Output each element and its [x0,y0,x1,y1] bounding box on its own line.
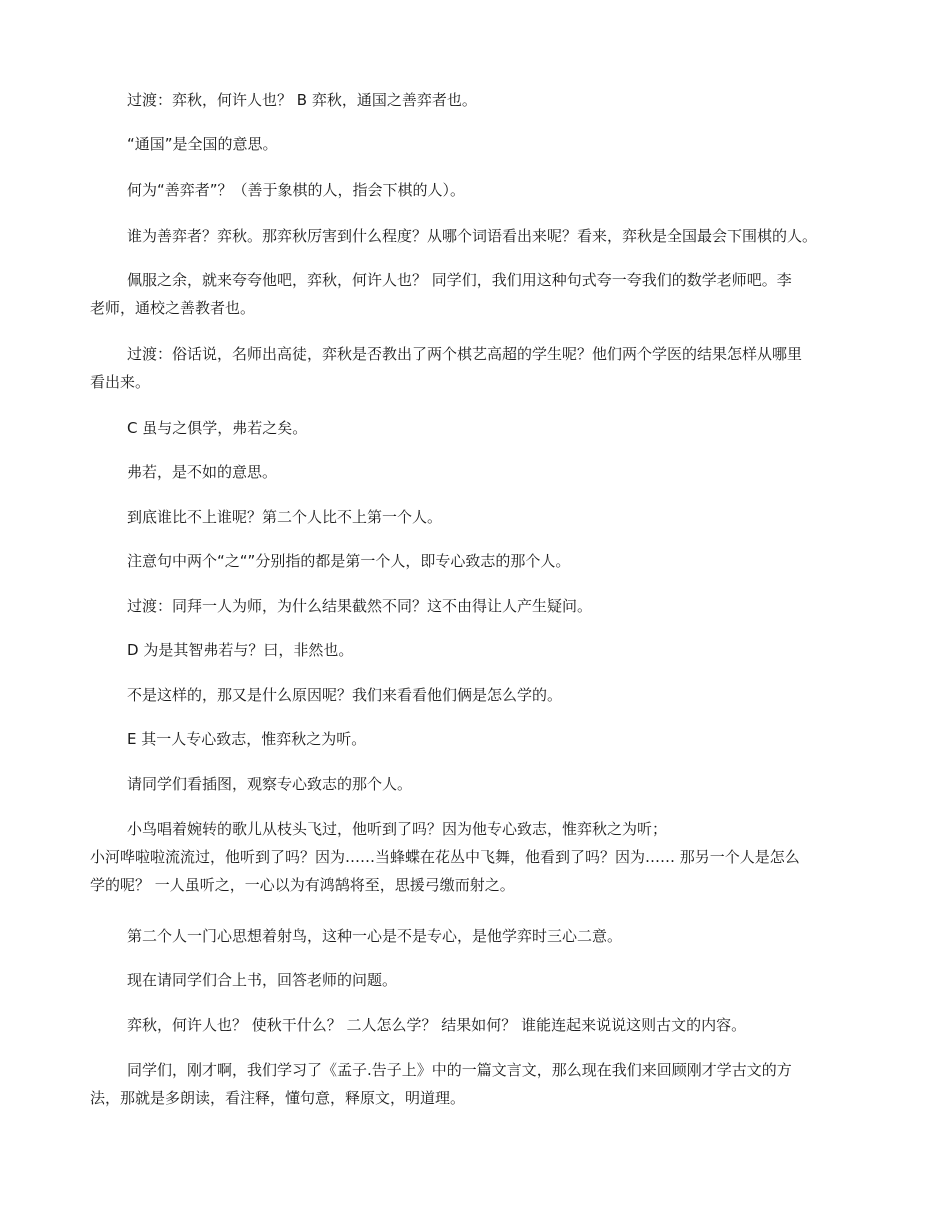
paragraph-line: 小河哗啦啦流流过，他听到了吗？因为……当蜂蝶在花丛中飞舞，他看到了吗？因为…… 那另一个人是怎么 [90,848,800,866]
paragraph-line: 同学们，刚才啊，我们学习了《孟子.告子上》中的一篇文言文，那么现在我们来回顾刚才学古文的方 [127,1061,792,1079]
paragraph-sentence-c [90,414,880,442]
paragraph-line: 谁为善弈者？弈秋。那弈秋厉害到什么程度？从哪个词语看出来呢？看来，弈秋是全国最会下围棋的人。 [127,227,818,245]
paragraph-praise-teacher [90,266,880,322]
paragraph-line: 到底谁比不上谁呢？第二个人比不上第一个人。 [127,508,443,526]
paragraph-line: 过渡：俗话说，名师出高徒，弈秋是否教出了两个棋艺高超的学生呢？他们两个学医的结果怎样从哪里 [127,345,803,363]
paragraph-line: D 为是其智弗若与？曰，非然也。 [127,641,354,659]
paragraph-line: 过渡：同拜一人为师，为什么结果截然不同？这不由得让人产生疑问。 [127,597,593,615]
paragraph-line: “通国”是全国的意思。 [127,135,278,153]
paragraph-close-books [90,966,880,994]
paragraph-sentence-d [90,636,880,664]
paragraph-sentence-e [90,725,880,753]
paragraph-line: 注意句中两个“之“”分别指的都是第一个人，即专心致志的那个人。 [127,552,571,570]
paragraph-transition-same-teacher [90,592,880,620]
paragraph-tongguo-meaning [90,130,880,158]
paragraph-line: 现在请同学们合上书，回答老师的问题。 [127,971,398,989]
paragraph-line: 弈秋，何许人也？ 使秋干什么？ 二人怎么学？ 结果如何？ 谁能连起来说说这则古文的内容。 [127,1016,747,1034]
paragraph-line: 学的呢？ 一人虽听之，一心以为有鸿鹄将至，思援弓缴而射之。 [90,876,515,894]
paragraph-shanyizhe-question [90,176,880,204]
paragraph-line: 小鸟唱着婉转的歌儿从枝头飞过，他听到了吗？因为他专心致志，惟弈秋之为听； [127,820,668,838]
paragraph-look-at-illustration [90,770,880,798]
paragraph-zhi-note [90,547,880,575]
paragraph-line: E 其一人专心致志，惟弈秋之为听。 [127,730,367,748]
paragraph-line: C 虽与之俱学，弗若之矣。 [127,419,308,437]
paragraph-line: 法，那就是多朗读，看注释，懂句意，释原文，明道理。 [90,1089,466,1107]
paragraph-line: 弗若，是不如的意思。 [127,463,278,481]
paragraph-transition-yiqiu [90,86,880,114]
paragraph-line: 不是这样的，那又是什么原因呢？我们来看看他们俩是怎么学的。 [127,686,563,704]
paragraph-summary-method [90,1056,880,1112]
paragraph-line: 佩服之余，就来夸夸他吧，弈秋，何许人也？ 同学们，我们用这种句式夸一夸我们的数学老师吧。李 [127,271,792,289]
paragraph-line: 看出来。 [90,373,151,391]
paragraph-line: 过渡：弈秋，何许人也？ B 弈秋，通国之善弈者也。 [127,91,477,109]
paragraph-line: 何为“善弈者”？（善于象棋的人，指会下棋的人）。 [127,181,466,199]
paragraph-line: 老师，通校之善教者也。 [90,299,256,317]
paragraph-furuo-meaning [90,458,880,486]
paragraph-review-questions [90,1011,880,1039]
paragraph-who-is-good-player [90,222,880,250]
paragraph-line: 第二个人一门心思想着射鸟，这种一心是不是专心，是他学弈时三心二意。 [127,927,623,945]
paragraph-bird-and-river [90,815,880,899]
paragraph-who-is-worse [90,503,880,531]
paragraph-line: 请同学们看插图，观察专心致志的那个人。 [127,775,413,793]
paragraph-not-so [90,681,880,709]
paragraph-second-person [90,922,880,950]
paragraph-transition-famous-teacher [90,340,880,396]
